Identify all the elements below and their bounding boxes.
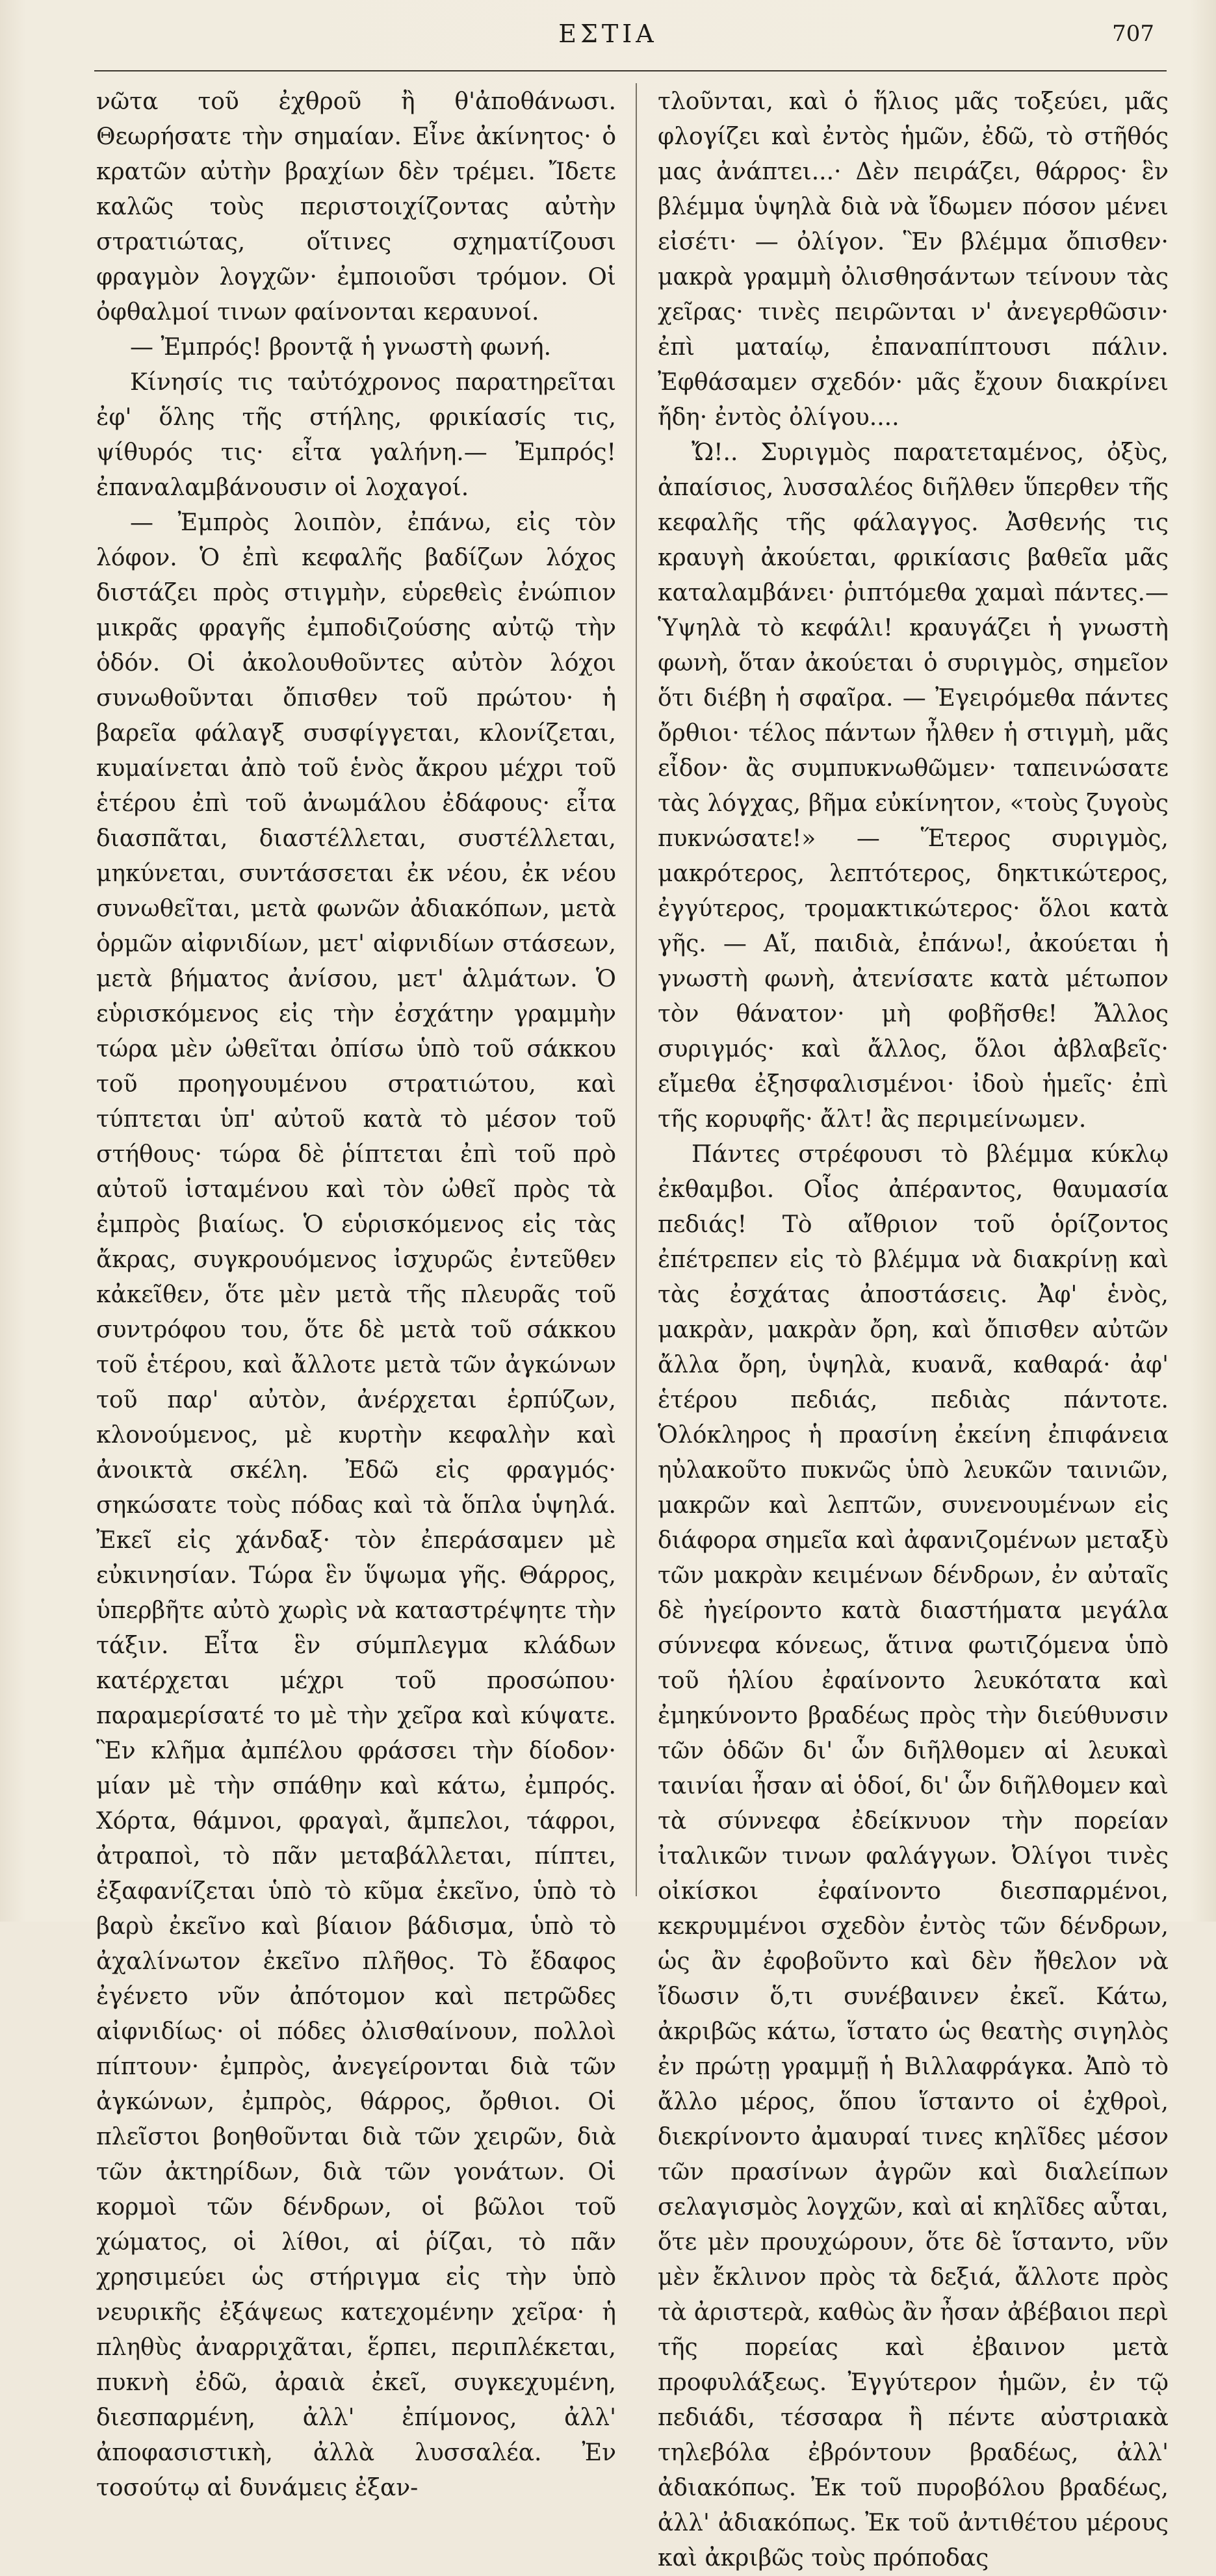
paragraph: — Ἐμπρός! βροντᾷ ἡ γνωστὴ φωνή. xyxy=(130,334,552,361)
page-number: 707 xyxy=(1112,21,1154,47)
text-column-left xyxy=(96,84,616,2501)
page-title: ΕΣΤΙΑ xyxy=(558,19,658,48)
paragraph: Κίνησίς τις ταὐτόχρονος παρατηρεῖται ἐφ' ὅλης τῆς στήλης, φρικίασίς τις, ψίθυρός τις· εἶτα γαλήνη.— Ἐμπρός! ἐπαναλαμβάνουσιν οἱ λοχαγοί. xyxy=(96,369,616,501)
header-divider xyxy=(94,70,1167,71)
paragraph: Ὤ!.. Συριγμὸς παρατεταμένος, ὀξὺς, ἀπαίσιος, λυσσαλέος διῆλθεν ὕπερθεν τῆς κεφαλῆς τῆς φάλαγγος. Ἀσθενής τις κραυγὴ ἀκούεται, φρικίασις βαθεῖα μᾶς καταλαμβάνει· ῥιπτόμεθα χαμαὶ πάντες.— Ὑψηλὰ τὸ κεφάλι! κραυγάζει ἡ γνωστὴ φωνὴ, ὅταν ἀκούεται ὁ συριγμὸς, σημεῖον ὅτι διέβη ἡ σφαῖρα. — Ἐγειρόμεθα πάντες ὄρθιοι· τέλος πάντων ἦλθεν ἡ στιγμὴ, μᾶς εἶδον· ἂς συμπυκνωθῶμεν· ταπεινώσατε τὰς λόγχας, βῆμα εὐκίνητον, «τοὺς ζυγοὺς πυκνώσατε!» — Ἕτερος συριγμὸς, μακρότερος, λεπτότερος, δηκτικώτερος, ἐγγύτερος, τρομακτικώτερος· ὅλοι κατὰ γῆς. — Αἴ, παιδιὰ, ἐπάνω!, ἀκούεται ἡ γνωστὴ φωνὴ, ἀτενίσατε κατὰ μέτωπον τὸν θάνατον· μὴ φοβῆσθε! Ἄλλος συριγμός· καὶ ἄλλος, ὅλοι ἀβλαβεῖς· εἴμεθα ἐξησφαλισμένοι· ἰδοὺ ἡμεῖς· ἐπὶ τῆς κορυφῆς· ἄλτ! ἂς περιμείνωμεν. xyxy=(658,439,1169,1133)
column-divider xyxy=(636,83,637,1896)
text-column-right xyxy=(658,84,1169,2571)
paragraph: νῶτα τοῦ ἐχθροῦ ἢ θ'ἀποθάνωσι. Θεωρήσατε τὴν σημαίαν. Εἶνε ἀκίνητος· ὁ κρατῶν αὐτὴν βραχίων δὲν τρέμει. Ἴδετε καλῶς τοὺς περιστοιχίζοντας αὐτὴν στρατιώτας, οἵτινες σχηματίζουσι φραγμὸν λογχῶν· ἐμποιοῦσι τρόμον. Οἱ ὀφθαλμοί τινων φαίνονται κεραυνοί. xyxy=(96,88,616,326)
paragraph: Πάντες στρέφουσι τὸ βλέμμα κύκλῳ ἐκθαμβοι. Οἷος ἀπέραντος, θαυμασία πεδιάς! Τὸ αἴθριον τοῦ ὁρίζοντος ἐπέτρεπεν εἰς τὸ βλέμμα νὰ διακρίνῃ καὶ τὰς ἐσχάτας ἀποστάσεις. Ἀφ' ἑνὸς, μακρὰν, μακρὰν ὄρη, καὶ ὄπισθεν αὐτῶν ἄλλα ὄρη, ὑψηλὰ, κυανᾶ, καθαρά· ἀφ' ἑτέρου πεδιάς, πεδιὰς πάντοτε. Ὁλόκληρος ἡ πρασίνη ἐκείνη ἐπιφάνεια ηὐλακοῦτο πυκνῶς ὑπὸ λευκῶν ταινιῶν, μακρῶν καὶ λεπτῶν, συνενουμένων εἰς διάφορα σημεῖα καὶ ἀφανιζομένων μεταξὺ τῶν μακρὰν κειμένων δένδρων, ἐν αὐταῖς δὲ ἠγείροντο κατὰ διαστήματα μεγάλα σύννεφα κόνεως, ἅτινα φωτιζόμενα ὑπὸ τοῦ ἡλίου ἐφαίνοντο λευκότατα καὶ ἐμηκύνοντο βραδέως πρὸς τὴν διεύθυνσιν τῶν ὁδῶν δι' ὧν διῆλθομεν αἱ λευκαὶ ταινίαι ἦσαν αἱ ὁδοί, δι' ὧν διῆλθομεν καὶ τὰ σύννεφα ἐδείκνυον τὴν πορείαν ἰταλικῶν τινων φαλάγγων. Ὀλίγοι τινὲς οἰκίσκοι ἐφαίνοντο διεσπαρμένοι, κεκρυμμένοι σχεδὸν ἐντὸς τῶν δένδρων, ὡς ἂν ἐφοβοῦντο καὶ δὲν ἤθελον νὰ ἴδωσιν ὅ,τι συνέβαινεν ἐκεῖ. Κάτω, ἀκριβῶς κάτω, ἵστατο ὡς θεατὴς σιγηλὸς ἐν πρώτῃ γραμμῇ ἡ Βιλλαφράγκα. Ἀπὸ τὸ ἄλλο μέρος, ὅπου ἵσταντο οἱ ἐχθροὶ, διεκρίνοντο ἀμαυραί τινες κηλῖδες μέσον τῶν πρασίνων ἀγρῶν καὶ διαλείπων σελαγισμὸς λογχῶν, καὶ αἱ κηλῖδες αὗται, ὅτε μὲν προυχώρουν, ὅτε δὲ ἵσταντο, νῦν μὲν ἔκλινον πρὸς τὰ δεξιά, ἄλλοτε πρὸς τὰ ἀριστερὰ, καθὼς ἂν ἦσαν ἀβέβαιοι περὶ τῆς πορείας καὶ ἐβαινον μετὰ προφυλάξεως. Ἐγγύτερον ἡμῶν, ἐν τῷ πεδιάδι, τέσσαρα ἢ πέντε αὐστριακὰ τηλεβόλα ἐβρόντουν βραδέως, ἀλλ' ἀδιακόπως. Ἐκ τοῦ πυροβόλου βραδέως, ἀλλ' ἀδιακόπως. Ἐκ τοῦ ἀντιθέτου μέρους καὶ ἀκριβῶς τοὺς πρόποδας xyxy=(658,1141,1169,2571)
paragraph: — Ἐμπρὸς λοιπὸν, ἐπάνω, εἰς τὸν λόφον. Ὁ ἐπὶ κεφαλῆς βαδίζων λόχος διστάζει πρὸς στιγμὴν, εὑρεθεὶς ἐνώπιον μικρᾶς φραγῆς ἐμποδιζούσης αὐτῷ τὴν ὁδόν. Οἱ ἀκολουθοῦντες αὐτὸν λόχοι συνωθοῦνται ὄπισθεν τοῦ πρώτου· ἡ βαρεῖα φάλαγξ συσφίγγεται, κλονίζεται, κυμαίνεται ἀπὸ τοῦ ἑνὸς ἄκρου μέχρι τοῦ ἑτέρου ἐπὶ τοῦ ἀνωμάλου ἐδάφους· εἶτα διασπᾶται, διαστέλλεται, συστέλλεται, μηκύνεται, συντάσσεται ἐκ νέου, ἐκ νέου συνωθεῖται, μετὰ φωνῶν ἀδιακόπων, μετὰ ὁρμῶν αἰφνιδίων, μετ' αἰφνιδίων στάσεων, μετὰ βήματος ἀνίσου, μετ' ἁλμάτων. Ὁ εὑρισκόμενος εἰς τὴν ἐσχάτην γραμμὴν τώρα μὲν ὠθεῖται ὀπίσω ὑπὸ τοῦ σάκκου τοῦ προηγουμένου στρατιώτου, καὶ τύπτεται ὑπ' αὐτοῦ κατὰ τὸ μέσον τοῦ στήθους· τώρα δὲ ῥίπτεται ἐπὶ τοῦ πρὸ αὐτοῦ ἱσταμένου καὶ τὸν ὠθεῖ πρὸς τὰ ἐμπρὸς βιαίως. Ὁ εὑρισκόμενος εἰς τὰς ἄκρας, συγκρουόμενος ἰσχυρῶς ἐντεῦθεν κἀκεῖθεν, ὅτε μὲν μετὰ τῆς πλευρᾶς τοῦ συντρόφου του, ὅτε δὲ μετὰ τοῦ σάκκου τοῦ ἑτέρου, καὶ ἄλλοτε μετὰ τῶν ἀγκώνων τοῦ παρ' αὐτὸν, ἀνέρχεται ἑρπύζων, κλονούμενος, μὲ κυρτὴν κεφαλὴν καὶ ἀνοικτὰ σκέλη. Ἐδῶ εἰς φραγμός· σηκώσατε τοὺς πόδας καὶ τὰ ὅπλα ὑψηλά. Ἐκεῖ εἰς χάνδαξ· τὸν ἐπεράσαμεν μὲ εὐκινησίαν. Τώρα ἓν ὕψωμα γῆς. Θάρρος, ὑπερβῆτε αὐτὸ χωρὶς νὰ καταστρέψητε τὴν τάξιν. Εἶτα ἓν σύμπλεγμα κλάδων κατέρχεται μέχρι τοῦ προσώπου· παραμερίσατέ το μὲ τὴν χεῖρα καὶ κύψατε. Ἓν κλῆμα ἀμπέλου φράσσει τὴν δίοδον· μίαν μὲ τὴν σπάθην καὶ κάτω, ἐμπρός. Χόρτα, θάμνοι, φραγαὶ, ἄμπελοι, τάφροι, ἀτραποὶ, τὸ πᾶν μεταβάλλεται, πίπτει, ἐξαφανίζεται ὑπὸ τὸ κῦμα ἐκεῖνο, ὑπὸ τὸ βαρὺ ἐκεῖνο καὶ βίαιον βάδισμα, ὑπὸ τὸ ἀχαλίνωτον ἐκεῖνο πλῆθος. Τὸ ἔδαφος ἐγένετο νῦν ἀπότομον καὶ πετρῶδες αἰφνιδίως· οἱ πόδες ὀλισθαίνουν, πολλοὶ πίπτουν· ἐμπρὸς, ἀνεγείρονται διὰ τῶν ἀγκώνων, ἐμπρὸς, θάρρος, ὄρθιοι. Οἱ πλεῖστοι βοηθοῦνται διὰ τῶν χειρῶν, διὰ τῶν ἀκτηρίδων, διὰ τῶν γονάτων. Οἱ κορμοὶ τῶν δένδρων, οἱ βῶλοι τοῦ χώματος, οἱ λίθοι, αἱ ῥίζαι, τὸ πᾶν χρησιμεύει ὡς στήριγμα εἰς τὴν ὑπὸ νευρικῆς ἐξάψεως κατεχομένην χεῖρα· ἡ πληθὺς ἀναρριχᾶται, ἕρπει, περιπλέκεται, πυκνὴ ἐδῶ, ἀραιὰ ἐκεῖ, συγκεχυμένη, διεσπαρμένη, ἀλλ' ἐπίμονος, ἀλλ' ἀποφασιστικὴ, ἀλλὰ λυσσαλέα. Ἐν τοσούτῳ αἱ δυνάμεις ἐξαν- xyxy=(96,509,616,2501)
paragraph: τλοῦνται, καὶ ὁ ἥλιος μᾶς τοξεύει, μᾶς φλογίζει καὶ ἐντὸς ἡμῶν, ἐδῶ, τὸ στῆθός μας ἀνάπτει...· Δὲν πειράζει, θάρρος· ἓν βλέμμα ὑψηλὰ διὰ νὰ ἴδωμεν πόσον μένει εἰσέτι· — ὀλίγον. Ἓν βλέμμα ὄπισθεν· μακρὰ γραμμὴ ὀλισθησάντων τείνουν τὰς χεῖρας· τινὲς πειρῶνται ν' ἀνεγερθῶσιν· ἐπὶ ματαίῳ, ἐπαναπίπτουσι πάλιν. Ἐφθάσαμεν σχεδόν· μᾶς ἔχουν διακρίνει ἤδη· ἐντὸς ὀλίγου.... xyxy=(658,88,1169,431)
